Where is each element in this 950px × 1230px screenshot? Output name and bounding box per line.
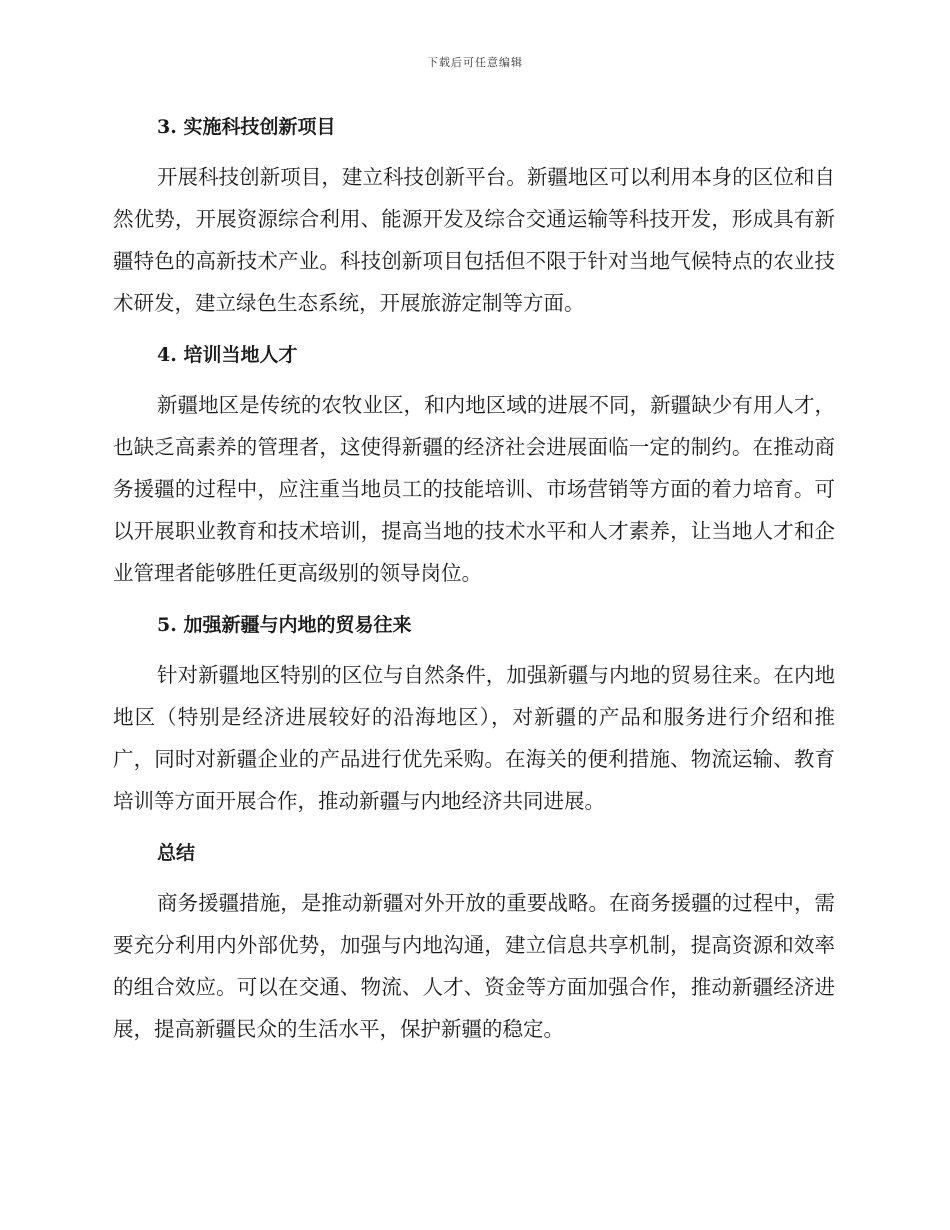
document-body	[113, 110, 835, 1064]
section-paragraph: 商务援疆措施，是推动新疆对外开放的重要战略。在商务援疆的过程中，需要充分利用内外部优势，加强与内地沟通，建立信息共享机制，提高资源和效率的组合效应。可以在交通、物流、人才、资金等方面加强合作，推动新疆经济进展，提高新疆民众的生活水平，保护新疆的稳定。	[113, 891, 835, 1041]
section-heading: 5. 加强新疆与内地的贸易往来	[157, 614, 412, 636]
section-talent-training	[113, 338, 835, 594]
section-tech-innovation	[113, 110, 835, 324]
header-note: 下载后可任意编辑	[427, 56, 523, 69]
section-trade	[113, 608, 835, 822]
section-paragraph: 新疆地区是传统的农牧业区，和内地区域的进展不同，新疆缺少有用人才，也缺乏高素养的管理者，这使得新疆的经济社会进展面临一定的制约。在推动商务援疆的过程中，应注重当地员工的技能培训、市场营销等方面的着力培育。可以开展职业教育和技术培训，提高当地的技术水平和人才素养，让当地人才和企业管理者能够胜任更高级别的领导岗位。	[113, 393, 835, 585]
section-heading: 总结	[157, 842, 196, 864]
section-heading: 3. 实施科技创新项目	[157, 116, 336, 138]
section-paragraph: 开展科技创新项目，建立科技创新平台。新疆地区可以利用本身的区位和自然优势，开展资源综合利用、能源开发及综合交通运输等科技开发，形成具有新疆特色的高新技术产业。科技创新项目包括但不限于针对当地气候特点的农业技术研发，建立绿色生态系统，开展旅游定制等方面。	[113, 165, 835, 315]
section-paragraph: 针对新疆地区特别的区位与自然条件，加强新疆与内地的贸易往来。在内地地区（特别是经济进展较好的沿海地区），对新疆的产品和服务进行介绍和推广，同时对新疆企业的产品进行优先采购。在海关的便利措施、物流运输、教育培训等方面开展合作，推动新疆与内地经济共同进展。	[113, 663, 835, 813]
section-summary	[113, 836, 835, 1050]
section-heading: 4. 培训当地人才	[157, 344, 298, 366]
